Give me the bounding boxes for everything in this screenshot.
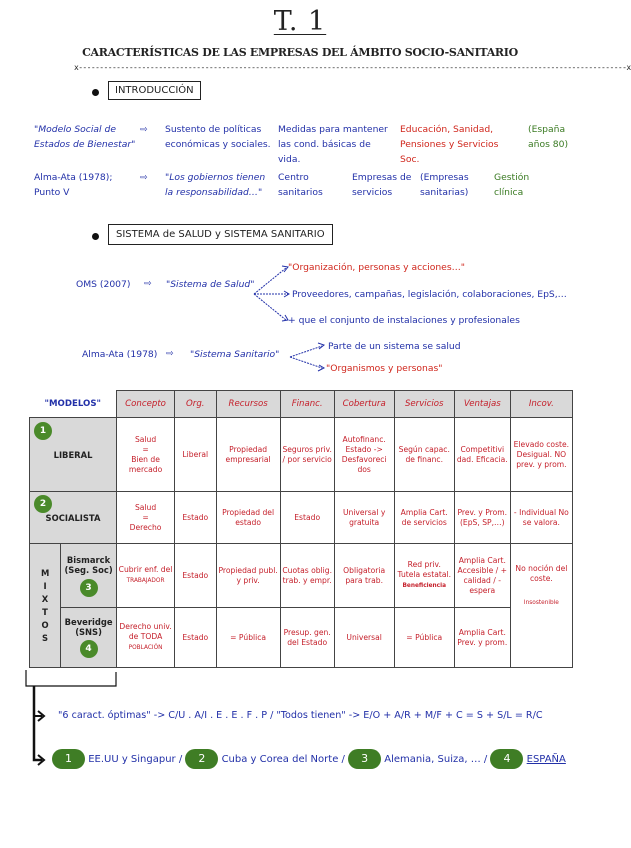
- table-cell: Derecho univ. de TODA POBLACIÓN: [117, 608, 175, 668]
- oms-concept: "Sistema de Salud": [166, 279, 255, 290]
- number-badge: 4: [80, 640, 98, 658]
- row-label-socialista: 2 SOCIALISTA: [30, 492, 117, 544]
- table-cell: Red priv. Tutela estatal. Beneficiencia: [394, 544, 454, 608]
- arrow-icon: ⇨: [144, 279, 152, 289]
- table-header: Servicios: [394, 391, 454, 418]
- arrow-icon: ⇨: [166, 349, 174, 359]
- table-cell: Obligatoria para trab.: [334, 544, 394, 608]
- oms-branch-3: + que el conjunto de instalaciones y profesionales: [288, 315, 520, 326]
- intro-r2-c5: (Empresas sanitarias): [420, 172, 469, 198]
- table-cell: - Individual No se valora.: [510, 492, 572, 544]
- row-label-liberal: 1 LIBERAL: [30, 418, 117, 492]
- intro-r1-c1: "Modelo Social de Estados de Bienestar": [34, 124, 136, 150]
- country-label: Cuba y Corea del Norte /: [221, 754, 345, 765]
- table-cell: Amplia Cart. Prev. y prom.: [454, 608, 510, 668]
- number-badge: 1: [34, 422, 52, 440]
- alma-source: Alma-Ata (1978): [82, 349, 158, 360]
- table-header-row: [30, 391, 573, 418]
- intro-r2-c4: Empresas de servicios: [352, 172, 412, 198]
- page-subtitle: CARACTERÍSTICAS DE LAS EMPRESAS DEL ÁMBITO SOCIO-SANITARIO: [82, 46, 518, 59]
- country-label: Alemania, Suiza, … /: [384, 754, 488, 765]
- branch-arrows-icon: [288, 340, 328, 374]
- number-badge: 3: [348, 749, 381, 769]
- row-label-beveridge: Beveridge (SNS) 4: [61, 608, 117, 668]
- intro-r2-c6: Gestión clínica: [494, 172, 530, 198]
- bullet-icon: [92, 233, 99, 240]
- table-cell: Amplia Cart. Accesible / + calidad / - espera: [454, 544, 510, 608]
- intro-r1-c5: (España años 80): [528, 124, 569, 150]
- number-badge: 3: [80, 579, 98, 597]
- section-heading-sistema: SISTEMA de SALUD y SISTEMA SANITARIO: [108, 224, 333, 245]
- oms-source: OMS (2007): [76, 279, 131, 290]
- table-cell: Prev. y Prom. (EpS, SP,…): [454, 492, 510, 544]
- table-cell: = Pública: [394, 608, 454, 668]
- arrow-icon: ⇨: [140, 125, 148, 135]
- country-label: EE.UU y Singapur /: [88, 754, 183, 765]
- alma-branch-1: Parte de un sistema se salud: [328, 341, 461, 352]
- row-label-bismarck: Bismarck (Seg. Soc) 3: [61, 544, 117, 608]
- table-row: [30, 492, 573, 544]
- table-cell: Cubrir enf. del TRABAJADOR: [117, 544, 175, 608]
- footer-countries: [52, 749, 566, 769]
- table-cell: Liberal: [175, 418, 216, 492]
- table-header: Cobertura: [334, 391, 394, 418]
- number-badge: 1: [52, 749, 85, 769]
- intro-r2-c1: Alma-Ata (1978); Punto V: [34, 172, 113, 198]
- table-cell: = Pública: [216, 608, 280, 668]
- table-cell: Propiedad del estado: [216, 492, 280, 544]
- intro-r1-c4: Educación, Sanidad, Pensiones y Servicios Soc.: [400, 124, 499, 165]
- intro-r1-c3: Medidas para mantener las cond. básicas de vida.: [278, 124, 388, 165]
- country-label: ESPAÑA: [526, 754, 566, 765]
- table-corner-label: "MODELOS": [30, 391, 117, 418]
- table-cell: Estado: [175, 544, 216, 608]
- table-row: [30, 418, 573, 492]
- table-cell: Salud = Bien de mercado: [117, 418, 175, 492]
- table-cell: Elevado coste. Desigual. NO prev. y prom.: [510, 418, 572, 492]
- table-cell: Cuotas oblig. trab. y empr.: [280, 544, 334, 608]
- page-title: T. 1: [273, 6, 327, 37]
- oms-branch-2: Proveedores, campañas, legislación, colaboraciones, EpS,…: [292, 289, 567, 300]
- arrow-icon: ⇨: [140, 173, 148, 183]
- intro-r1-c2: Sustento de políticas económicas y sociales.: [165, 124, 271, 150]
- table-header: Incov.: [510, 391, 572, 418]
- table-row: [30, 608, 573, 668]
- number-badge: 2: [34, 495, 52, 513]
- intro-r2-c2: "Los gobiernos tienen la responsabilidad…": [165, 172, 266, 198]
- alma-concept: "Sistema Sanitario": [190, 349, 280, 360]
- number-badge: 4: [490, 749, 523, 769]
- table-cell: Estado: [175, 492, 216, 544]
- table-cell: Estado: [280, 492, 334, 544]
- table-header: Financ.: [280, 391, 334, 418]
- table-header: Recursos: [216, 391, 280, 418]
- intro-r2-c3: Centro sanitarios: [278, 172, 323, 198]
- section-heading-intro: INTRODUCCIÓN: [108, 81, 201, 100]
- models-table: [29, 390, 573, 668]
- table-cell: Propiedad publ. y priv.: [216, 544, 280, 608]
- table-cell: Seguros priv. / por servicio: [280, 418, 334, 492]
- table-cell: Según capac. de financ.: [394, 418, 454, 492]
- number-badge: 2: [185, 749, 218, 769]
- table-header: Concepto: [117, 391, 175, 418]
- table-cell: Presup. gen. del Estado: [280, 608, 334, 668]
- branch-arrows-icon: [252, 262, 292, 328]
- table-header: Ventajas: [454, 391, 510, 418]
- table-cell: Amplia Cart. de servicios: [394, 492, 454, 544]
- table-row: [30, 544, 573, 608]
- table-cell: No noción del coste. Insostenible: [510, 544, 572, 668]
- table-cell: Propiedad empresarial: [216, 418, 280, 492]
- mixtos-label: M I X T O S: [30, 544, 61, 668]
- table-cell: Autofinanc. Estado -> Desfavoreci dos: [334, 418, 394, 492]
- table-cell: Universal y gratuita: [334, 492, 394, 544]
- bullet-icon: [92, 89, 99, 96]
- footer-formula: "6 caract. óptimas" -> C/U . A/I . E . E . F . P / "Todos tienen" -> E/O + A/R + M/F + C = S + S/L = R/C: [58, 710, 543, 721]
- table-cell: Salud = Derecho: [117, 492, 175, 544]
- table-header: Org.: [175, 391, 216, 418]
- table-cell: Universal: [334, 608, 394, 668]
- oms-branch-1: "Organización, personas y acciones…": [288, 262, 466, 273]
- table-cell: Competitivi dad. Eficacia.: [454, 418, 510, 492]
- alma-branch-2: "Organismos y personas": [326, 363, 443, 374]
- divider-line: x----------------------------------------------------------------------------------------------------------------------------------x: [74, 63, 631, 72]
- table-cell: Estado: [175, 608, 216, 668]
